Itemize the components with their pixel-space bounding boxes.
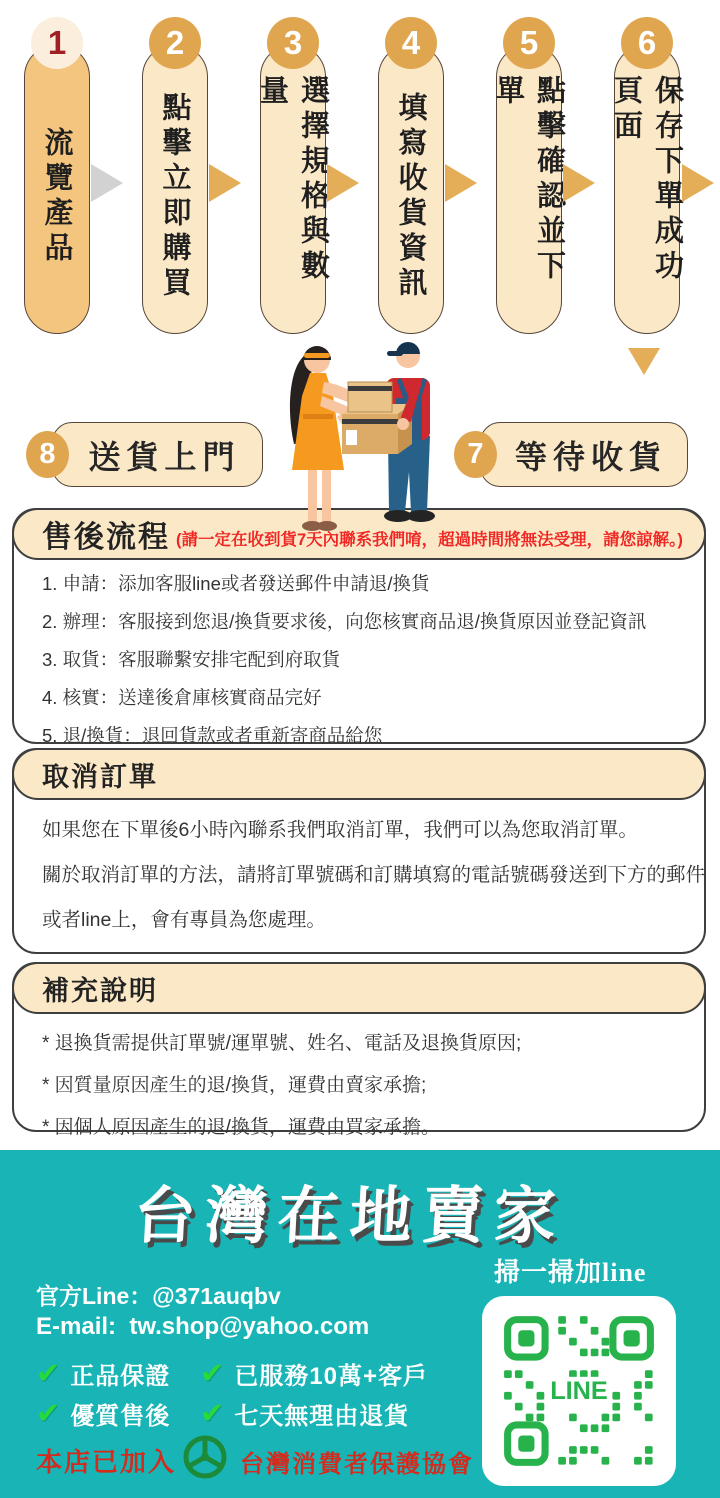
badge-number: 8 (26, 431, 69, 478)
flow-arrow-icon (682, 164, 714, 202)
text-line: 關於取消訂單的方法，請將訂單號碼和訂購填寫的電話號碼發送到下方的郵件 (42, 864, 706, 886)
step-label: 選擇規格與數量 (256, 75, 329, 285)
step-number-badge: 4 (385, 17, 437, 69)
trust-badge: 正品保證 (70, 1363, 171, 1390)
step-label: 流覽產品 (40, 127, 73, 267)
flow-step-1 (24, 24, 90, 334)
trust-badges-row-1 (36, 1356, 428, 1391)
consumer-association-logo-icon (180, 1432, 230, 1482)
step-number-badge: 2 (149, 17, 201, 69)
flow-arrow-icon (209, 164, 241, 202)
note-item: * 因質量原因產生的退/換貨，運費由賣家承擔; (42, 1075, 427, 1096)
flow-arrow-icon (563, 164, 595, 202)
cancel-order-text (42, 814, 706, 932)
step-number-badge: 1 (31, 17, 83, 69)
step-number-badge: 5 (503, 17, 555, 69)
list-item: 4. 核實：送達後倉庫核實商品完好 (42, 687, 322, 708)
line-id: @371auqbv (152, 1283, 281, 1309)
checkmark-icon: ✔ (36, 1398, 61, 1430)
list-item: 1. 申請：添加客服line或者發送郵件申請退/換貨 (42, 573, 430, 594)
seller-footer (0, 1150, 720, 1498)
trust-badge: 已服務10萬+客戶 (234, 1363, 429, 1390)
scan-line-label: 掃一掃加line (494, 1258, 647, 1287)
cancel-order-header (12, 748, 706, 800)
email-row (36, 1313, 369, 1341)
badge-step-8 (39, 422, 263, 487)
association-name: 台灣消費者保護協會 (240, 1451, 474, 1478)
checkmark-icon: ✔ (200, 1358, 225, 1390)
delivery-illustration (270, 320, 450, 554)
checkmark-icon: ✔ (200, 1398, 225, 1430)
flow-step-2 (142, 24, 208, 334)
flow-step-5 (492, 24, 565, 334)
notes-list (42, 1028, 688, 1139)
text-line: 如果您在下單後6小時內聯系我們取消訂單，我們可以為您取消訂單。 (42, 819, 638, 841)
note-item: * 因個人原因產生的退/換貨，運費由買家承擔。 (42, 1117, 440, 1138)
cancel-order-box (12, 748, 706, 954)
step-label: 點擊立即購買 (158, 92, 191, 302)
badge-number: 7 (454, 431, 497, 478)
badge-label: 送貨上門 (88, 438, 241, 475)
step-label: 保存下單成功頁面 (610, 75, 683, 285)
qr-center-text: LINE (550, 1377, 608, 1406)
flow-step-3 (256, 24, 329, 334)
line-label: 官方Line： (36, 1283, 153, 1309)
official-line-row (36, 1278, 281, 1311)
seller-title: 台灣在地賣家 (131, 1182, 568, 1251)
email-value: tw.shop@yahoo.com (129, 1313, 370, 1340)
step-number-badge: 3 (267, 17, 319, 69)
cancel-order-title: 取消訂單 (42, 761, 158, 792)
after-sales-list (42, 570, 688, 748)
line-qr-code (482, 1296, 676, 1486)
after-sales-title: 售後流程 (42, 521, 170, 554)
step-label: 填寫收貨資訊 (394, 92, 427, 302)
flow-arrow-icon (445, 164, 477, 202)
step-label: 點擊確認並下單 (492, 75, 565, 285)
flow-arrow-icon (327, 164, 359, 202)
list-item: 3. 取貨：客服聯繫安排宅配到府取貨 (42, 649, 341, 670)
flow-arrow-icon (91, 164, 123, 202)
flow-arrow-down-icon (628, 348, 660, 375)
notes-title: 補充說明 (42, 975, 158, 1006)
note-item: * 退換貨需提供訂單號/運單號、姓名、電話及退換貨原因; (42, 1033, 522, 1054)
joined-label: 本店已加入 (36, 1447, 177, 1477)
step-number-badge: 6 (621, 17, 673, 69)
trust-badge: 七天無理由退貨 (234, 1403, 410, 1430)
flow-step-4 (378, 24, 444, 334)
qr-pattern (498, 1310, 660, 1472)
email-label: E-mail: (36, 1313, 117, 1340)
badge-label: 等待收貨 (514, 438, 667, 475)
after-sales-note: (請一定在收到貨7天內聯系我們唷，超過時間將無法受理，請您諒解。) (176, 531, 683, 549)
badge-step-7 (467, 422, 688, 487)
list-item: 2. 辦理：客服接到您退/換貨要求後，向您核實商品退/換貨原因並登記資訊 (42, 611, 647, 632)
text-line: 或者line上，會有專員為您處理。 (42, 909, 326, 931)
notes-header (12, 962, 706, 1014)
notes-box (12, 962, 706, 1138)
trust-badges-row-2 (36, 1396, 409, 1431)
list-item: 5. 退/換貨：退回貨款或者重新寄商品給您 (42, 725, 383, 746)
checkmark-icon: ✔ (36, 1358, 61, 1390)
flow-step-6 (610, 24, 683, 334)
trust-badge: 優質售後 (70, 1403, 171, 1430)
